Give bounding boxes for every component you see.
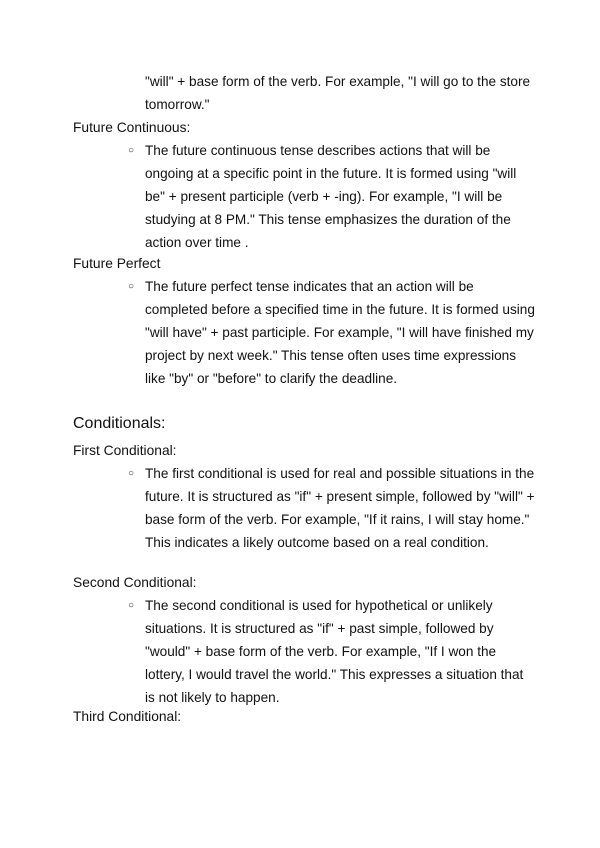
first-conditional-text: The first conditional is used for real and possible situations in the future. It is structured as "if" + present simple, followed by "will" + base form of the verb. For example, "If it rains, I will stay home." This indicates a likely outcome based on a real condition.: [145, 466, 535, 550]
hollow-bullet-icon: ○: [128, 600, 135, 611]
future-perfect-bullet: [128, 275, 535, 390]
hollow-bullet-icon: ○: [128, 281, 135, 292]
future-continuous-heading: Future Continuous:: [73, 120, 191, 135]
second-conditional-section: [73, 572, 533, 709]
hollow-bullet-icon: ○: [128, 145, 135, 156]
future-continuous-section: [73, 117, 533, 254]
third-conditional-heading: Third Conditional:: [73, 709, 182, 724]
second-conditional-bullet: [128, 594, 535, 709]
second-conditional-text: The second conditional is used for hypothetical or unlikely situations. It is structured as "if" + past simple, followed by "would" + base form of the verb. For example, "If I won the lottery, I would travel the world." This expresses a situation that is not likely to happen.: [145, 598, 524, 705]
conditionals-heading: Conditionals:: [73, 415, 166, 432]
continued-paragraph: "will" + base form of the verb. For example, "I will go to the store tomorrow.": [145, 74, 531, 112]
future-continuous-bullet: [128, 139, 535, 254]
first-conditional-section: [73, 440, 533, 554]
future-perfect-section: [73, 253, 533, 390]
first-conditional-bullet: [128, 462, 535, 554]
third-conditional-section: [73, 706, 533, 728]
second-conditional-heading: Second Conditional:: [73, 575, 197, 590]
future-continuous-text: The future continuous tense describes actions that will be ongoing at a specific point in the future. It is formed using "will be" + present participle (verb + -ing). For example, "I will be studying at 8 PM." This tense emphasizes the duration of the action over time .: [145, 143, 517, 250]
future-perfect-heading: Future Perfect: [73, 256, 161, 271]
hollow-bullet-icon: ○: [128, 468, 135, 479]
future-perfect-text: The future perfect tense indicates that an action will be completed before a specified time in the future. It is formed using "will have" + past participle. For example, "I will have finished my project by next week." This tense often uses time expressions like "by" or "before" to clarify the deadline.: [145, 279, 535, 386]
conditionals-section: [73, 412, 533, 436]
first-conditional-heading: First Conditional:: [73, 443, 177, 458]
